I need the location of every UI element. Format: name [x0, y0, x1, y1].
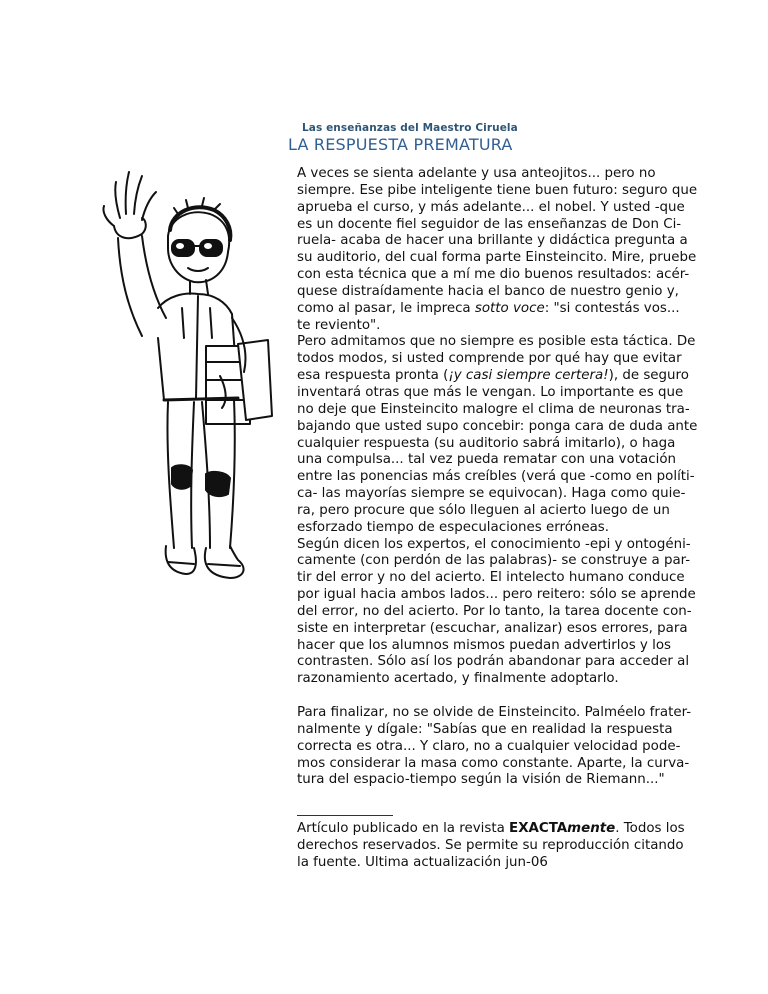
- body-line: una compulsa... tal vez pueda rematar con una votación: [297, 452, 677, 468]
- body-text-run: esa respuesta pronta (: [297, 368, 449, 384]
- body-line: todos modos, si usted comprende por qué hay que evitar: [297, 351, 682, 367]
- body-line: tura del espacio-tiempo según la visión de Riemann...": [297, 772, 665, 788]
- body-line: siste en interpretar (escuchar, analizar) esos errores, para: [297, 620, 688, 636]
- magazine-name-italic: mente: [567, 821, 616, 836]
- body-line: Pero admitamos que no siempre es posible esta táctica. De: [297, 334, 696, 350]
- body-line: [297, 301, 712, 318]
- body-line: entre las ponencias más creíbles (verá que -como en políti-: [297, 469, 695, 485]
- body-text-run: : "si contestás vos...: [544, 300, 680, 316]
- body-line: por igual hacia ambos lados... pero reitero: sólo se aprende: [297, 587, 696, 603]
- article-body: [297, 166, 712, 789]
- body-line: razonamiento acertado, y finalmente adoptarlo.: [297, 671, 619, 687]
- body-line: con esta técnica que a mí me dio buenos resultados: acér-: [297, 267, 690, 283]
- footer-line: derechos reservados. Se permite su reproducción citando: [297, 837, 684, 853]
- body-text-run: ), de seguro: [608, 368, 689, 384]
- body-line: esforzado tiempo de especulaciones erróneas.: [297, 519, 610, 535]
- paragraph-spacer: [297, 688, 712, 705]
- body-line: contrasten. Sólo así los podrán abandonar para acceder al: [297, 654, 690, 670]
- waving-student-drawing-icon: [98, 168, 280, 608]
- body-line: A veces se sienta adelante y usa anteojitos... pero no: [297, 166, 656, 181]
- body-line: hacer que los alumnos mismos puedan advertirlos y los: [297, 637, 672, 653]
- italic-phrase: sotto voce: [474, 300, 545, 316]
- footer-line: la fuente. Ultima actualización jun-06: [297, 854, 548, 870]
- body-line: Según dicen los expertos, el conocimiento -epi y ontogéni-: [297, 536, 691, 552]
- footer-text-run: . Todos los: [615, 821, 685, 836]
- body-line: mos considerar la masa como constante. Aparte, la curva-: [297, 755, 690, 771]
- body-line: camente (con perdón de las palabras)- se construye a par-: [297, 553, 691, 569]
- article-footer: [297, 821, 717, 872]
- body-line: aprueba el curso, y más adelante... el nobel. Y usted -que: [297, 199, 685, 215]
- body-line: inventará otras que más le vengan. Lo importante es que: [297, 384, 684, 400]
- section-kicker: Las enseñanzas del Maestro Ciruela: [302, 122, 518, 134]
- body-line: nalmente y dígale: "Sabías que en realidad la respuesta: [297, 721, 673, 737]
- footer-text-run: Artículo publicado en la revista: [297, 821, 510, 836]
- article-title: LA RESPUESTA PREMATURA: [288, 135, 513, 154]
- body-line: ra, pero procure que sólo lleguen al acierto luego de un: [297, 502, 670, 518]
- body-line: bajando que usted supo concebir: ponga cara de duda ante: [297, 418, 698, 434]
- body-line: Para finalizar, no se olvide de Einsteincito. Palméelo frater-: [297, 705, 692, 720]
- body-line: quese distraídamente hacia el banco de nuestro genio y,: [297, 283, 679, 299]
- body-line: tir del error y no del acierto. El intelecto humano conduce: [297, 570, 685, 586]
- italic-phrase: ¡y casi siempre certera!: [448, 368, 609, 384]
- footer-line: [297, 821, 717, 838]
- body-line: su auditorio, del cual forma parte Einsteincito. Mire, pruebe: [297, 250, 697, 266]
- body-line: te reviento".: [297, 317, 381, 333]
- body-line: [297, 368, 712, 385]
- body-line: cualquier respuesta (su auditorio sabrá imitarlo), o haga: [297, 435, 676, 451]
- body-text-run: como al pasar, le impreca: [297, 300, 475, 316]
- body-line: correcta es otra... Y claro, no a cualquier velocidad pode-: [297, 738, 681, 754]
- body-line: del error, no del acierto. Por lo tanto, la tarea docente con-: [297, 603, 692, 619]
- body-line: ca- las mayorías siempre se equivocan). Haga como quie-: [297, 486, 686, 502]
- body-line: siempre. Ese pibe inteligente tiene buen futuro: seguro que: [297, 182, 698, 198]
- footnote-rule: [297, 815, 393, 816]
- magazine-name-bold: EXACTA: [509, 821, 568, 836]
- body-line: ruela- acaba de hacer una brillante y didáctica pregunta a: [297, 233, 688, 249]
- body-line: es un docente fiel seguidor de las enseñanzas de Don Ci-: [297, 216, 682, 232]
- body-line: no deje que Einsteincito malogre el clima de neuronas tra-: [297, 401, 690, 417]
